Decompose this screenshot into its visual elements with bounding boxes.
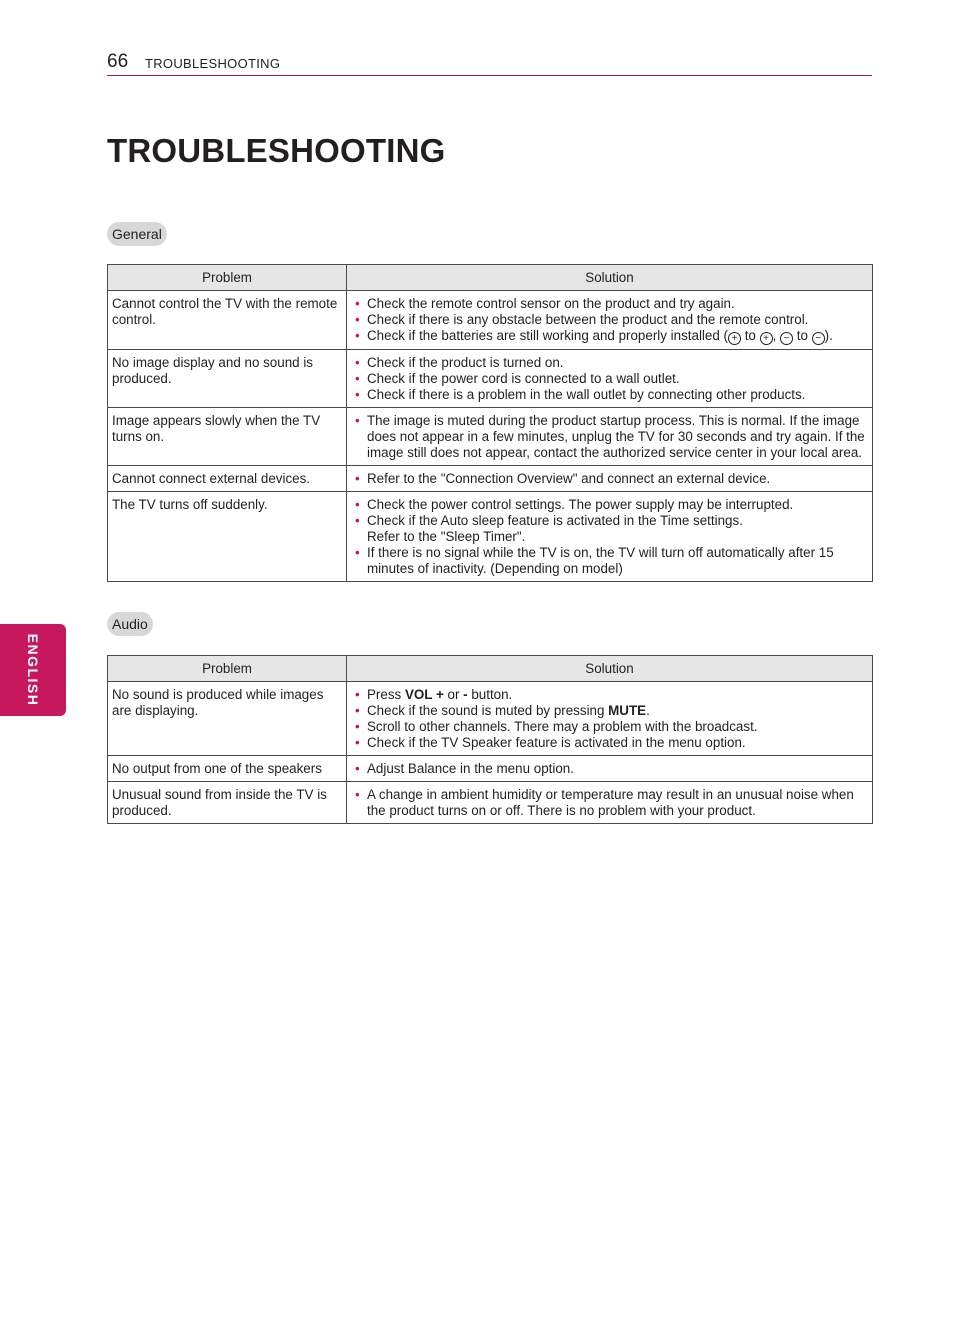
problem-cell: The TV turns off suddenly. [108,492,347,582]
section-label-general: General [107,222,167,246]
running-title: TROUBLESHOOTING [145,56,281,71]
problem-cell: No sound is produced while images are displaying. [108,682,347,756]
table-row [108,682,873,756]
solution-cell [347,492,873,582]
table-row [108,492,873,582]
language-side-tab [0,624,66,716]
solution-item: • Scroll to other channels. There may a problem with the broadcast. [351,719,868,735]
page-number: 66 [107,51,129,72]
solution-column-header: Solution [347,656,873,682]
table-row [108,408,873,466]
solution-item: • A change in ambient humidity or temperature may result in an unusual noise when the product turns on or off. There is no problem with your product. [351,787,868,819]
table-row [108,291,873,350]
solution-item: • Check the power control settings. The power supply may be interrupted. [351,497,868,513]
solution-item: • Check if the batteries are still working and properly installed ( + to + , − to − ). [351,328,868,345]
solution-item: • If there is no signal while the TV is on, the TV will turn off automatically after 15 minutes of inactivity. (Depending on model) [351,545,868,577]
plus-terminal-icon: + [760,332,773,345]
vol-plus-key: VOL + [404,687,444,702]
problem-column-header: Problem [108,265,347,291]
page-title: TROUBLESHOOTING [107,132,446,169]
solution-cell [347,350,873,408]
solution-item: • Adjust Balance in the menu option. [351,761,868,777]
table-row [108,756,873,782]
problem-cell: Image appears slowly when the TV turns on. [108,408,347,466]
table-row [108,350,873,408]
solution-cell [347,291,873,350]
problem-cell: Cannot connect external devices. [108,466,347,492]
solution-item: • Check if the Auto sleep feature is activated in the Time settings. Refer to the "Sleep Timer". [351,513,868,545]
solution-item: • The image is muted during the product startup process. This is normal. If the image does not appear in a few minutes, unplug the TV for 30 seconds and try again. If the image still does not appear, contact the authorized service center in your local area. [351,413,868,461]
sleep-timer-note: Refer to the "Sleep Timer". [367,529,526,544]
solution-cell [347,782,873,824]
solution-item: • Check the remote control sensor on the product and try again. [351,296,868,312]
language-label: ENGLISH [25,633,41,707]
solution-cell [347,756,873,782]
minus-terminal-icon: − [812,332,825,345]
general-troubleshooting-table [107,264,873,582]
solution-cell [347,466,873,492]
table-header-row [108,656,873,682]
solution-cell [347,408,873,466]
problem-cell: Cannot control the TV with the remote control. [108,291,347,350]
problem-cell: Unusual sound from inside the TV is produced. [108,782,347,824]
problem-column-header: Problem [108,656,347,682]
solution-item: • Check if the product is turned on. [351,355,868,371]
solution-item: • Press VOL + or - button. [351,687,868,703]
mute-key: MUTE [608,703,647,718]
table-row [108,466,873,492]
minus-terminal-icon: − [780,332,793,345]
solution-item: • Check if the sound is muted by pressing MUTE. [351,703,868,719]
section-label-audio: Audio [107,612,153,636]
problem-cell: No output from one of the speakers [108,756,347,782]
vol-minus-key: - [463,687,468,702]
table-header-row [108,265,873,291]
solution-item: • Refer to the "Connection Overview" and connect an external device. [351,471,868,487]
plus-terminal-icon: + [728,332,741,345]
solution-item: • Check if the TV Speaker feature is activated in the menu option. [351,735,868,751]
problem-cell: No image display and no sound is produced. [108,350,347,408]
page-header [107,50,872,76]
solution-item: • Check if there is any obstacle between the product and the remote control. [351,312,868,328]
table-row [108,782,873,824]
solution-item: • Check if there is a problem in the wall outlet by connecting other products. [351,387,868,403]
solution-cell [347,682,873,756]
solution-item: • Check if the power cord is connected to a wall outlet. [351,371,868,387]
audio-troubleshooting-table [107,655,873,824]
solution-column-header: Solution [347,265,873,291]
